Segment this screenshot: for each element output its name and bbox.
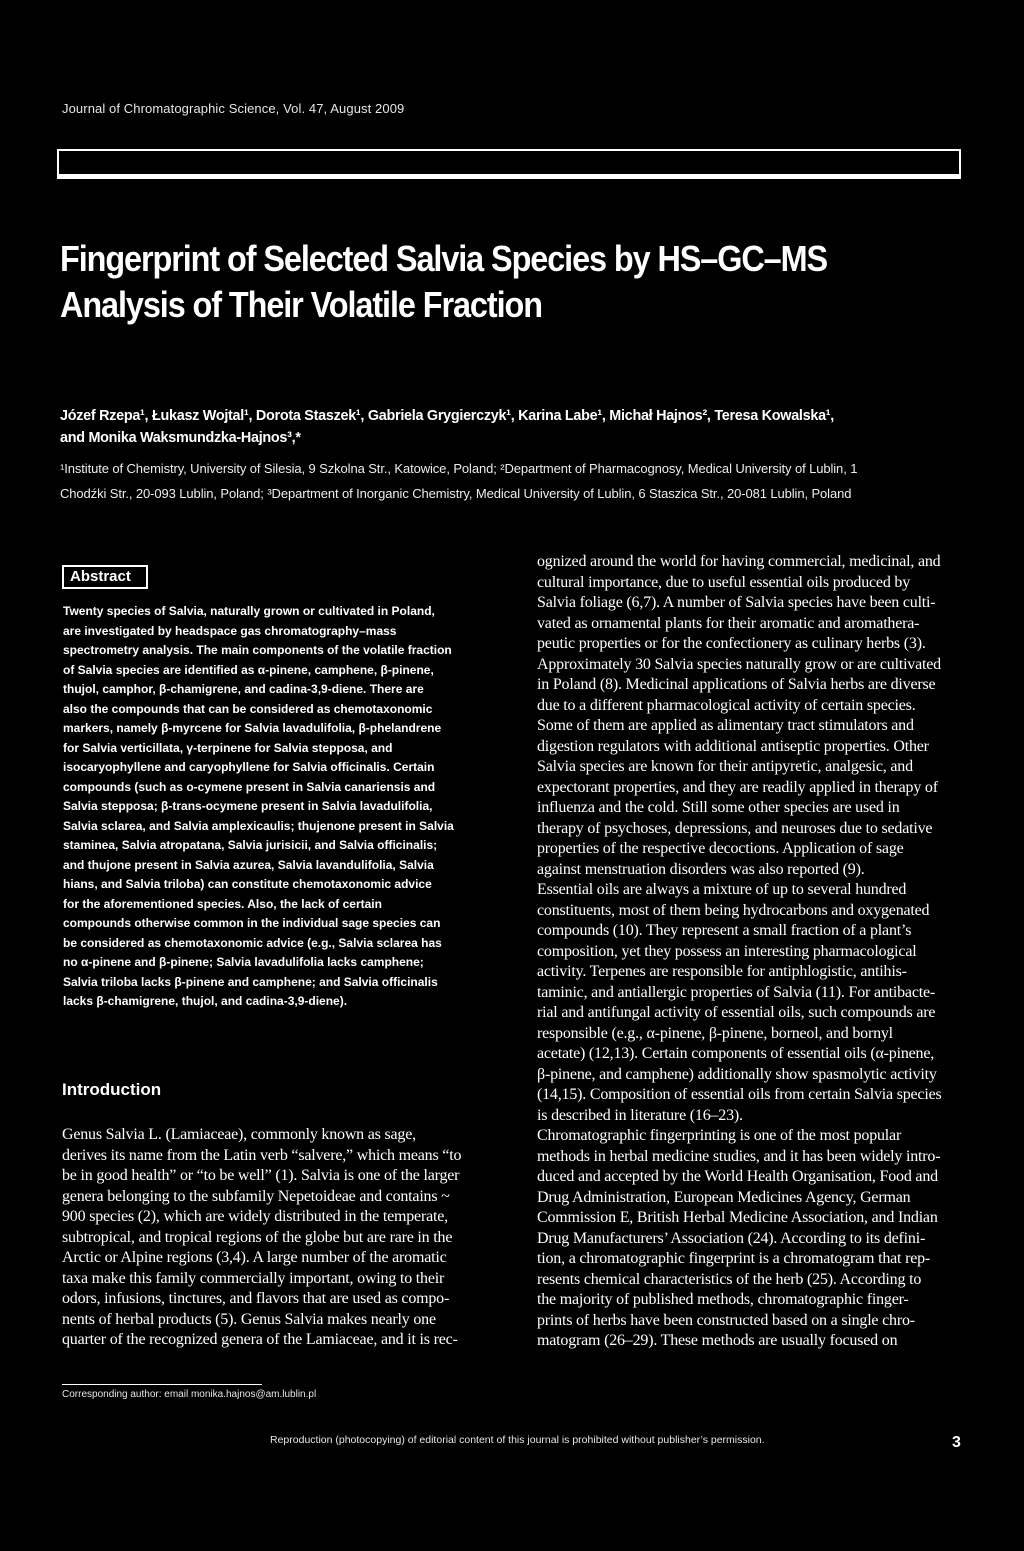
introduction-line: Arctic or Alpine regions (3,4). A large number of the aromatic xyxy=(62,1249,447,1266)
body-line: responsible (e.g., α-pinene, β-pinene, borneol, and bornyl xyxy=(537,1024,893,1042)
abstract-line: compounds otherwise common in the individual sage species can xyxy=(63,916,441,930)
abstract-line: of Salvia species are identified as α-pinene, camphene, β-pinene, xyxy=(63,662,434,677)
abstract-line: and thujone present in Salvia azurea, Salvia lavandulifolia, Salvia xyxy=(63,857,434,872)
abstract-line: Salvia stepposa; β-trans-ocymene present in Salvia lavadulifolia, xyxy=(63,799,433,813)
reproduction-notice: Reproduction (photocopying) of editorial content of this journal is prohibited without publisher’s permission. xyxy=(270,1434,765,1446)
abstract-line: Twenty species of Salvia, naturally grown or cultivated in Poland, xyxy=(63,604,435,618)
body-line: Approximately 30 Salvia species naturally grow or are cultivated xyxy=(537,655,941,673)
page-number: 3 xyxy=(952,1434,961,1451)
body-line: resents chemical characteristics of the herb (25). According to xyxy=(537,1270,922,1288)
abstract-line: no α-pinene and β-pinene; Salvia lavadulifolia lacks camphene; xyxy=(63,955,424,969)
abstract-line: hians, and Salvia triloba) can constitute chemotaxonomic advice xyxy=(63,877,432,891)
abstract-line: spectrometry analysis. The main components of the volatile fraction xyxy=(63,643,452,657)
introduction-text xyxy=(62,1125,502,1351)
body-line: properties of the respective decoctions. Application of sage xyxy=(537,840,904,857)
body-line: Drug Administration, European Medicines Agency, German xyxy=(537,1188,911,1206)
body-line: against menstruation disorders was also reported (9). xyxy=(537,860,865,878)
journal-header: Journal of Chromatographic Science, Vol. 47, August 2009 xyxy=(62,101,405,116)
abstract-line: for Salvia verticillata, γ-terpinene for Salvia stepposa, and xyxy=(63,740,393,755)
body-line: therapy of psychoses, depressions, and neuroses due to sedative xyxy=(537,819,933,837)
introduction-line: 900 species (2), which are widely distributed in the temperate, xyxy=(62,1208,448,1225)
body-line: duced and accepted by the World Health Organisation, Food and xyxy=(537,1168,938,1185)
body-line: β-pinene, and camphene) additionally show spasmolytic activity xyxy=(537,1065,937,1083)
article-title xyxy=(60,236,888,328)
abstract-line: compounds (such as o-cymene present in Salvia canariensis and xyxy=(63,779,436,794)
body-line: rial and antifungal activity of essential oils, such compounds are xyxy=(537,1004,936,1021)
right-column-text xyxy=(537,552,967,1352)
body-line: cultural importance, due to useful essential oils produced by xyxy=(537,573,911,591)
body-line: prints of herbs have been constructed based on a single chro- xyxy=(537,1311,915,1329)
body-line: constituents, most of them being hydrocarbons and oxygenated xyxy=(537,901,930,919)
abstract-line: Salvia sclarea, and Salvia amplexicaulis; thujenone present in Salvia xyxy=(63,818,454,833)
affiliation-line: ¹Institute of Chemistry, University of Silesia, 9 Szkolna Str., Katowice, Poland; ²Department of Pharmacognosy, Medical University of Lublin, 1 xyxy=(60,461,858,476)
body-line: compounds (10). They represent a small fraction of a plant’s xyxy=(537,922,912,939)
abstract-line: lacks β-chamigrene, thujol, and cadina-3,9-diene). xyxy=(63,994,348,1008)
title-rule-box xyxy=(57,149,961,179)
body-line: Salvia species are known for their antipyretic, analgesic, and xyxy=(537,758,913,775)
introduction-line: odors, infusions, tinctures, and flavors that are used as compo- xyxy=(62,1290,450,1307)
body-line: Commission E, British Herbal Medicine Association, and Indian xyxy=(537,1209,938,1226)
title-line: Analysis of Their Volatile Fraction xyxy=(60,284,542,325)
body-line: Essential oils are always a mixture of up to several hundred xyxy=(537,881,907,898)
body-line: Chromatographic fingerprinting is one of the most popular xyxy=(537,1127,902,1144)
body-line: ognized around the world for having commercial, medicinal, and xyxy=(537,553,941,570)
introduction-line: derives its name from the Latin verb “salvere,” which means “to xyxy=(62,1146,462,1164)
author-line: Józef Rzepa¹, Łukasz Wojtal¹, Dorota Staszek¹, Gabriela Grygierczyk¹, Karina Labe¹, Michał Hajnos², Teresa Kowalska¹, xyxy=(60,407,835,424)
corresponding-author-footnote: Corresponding author: email monika.hajnos@am.lublin.pl xyxy=(62,1389,317,1400)
body-line: Some of them are applied as alimentary tract stimulators and xyxy=(537,717,914,734)
body-line: Salvia foliage (6,7). A number of Salvia species have been culti- xyxy=(537,594,936,611)
abstract-line: Salvia triloba lacks β-pinene and camphene; and Salvia officinalis xyxy=(63,974,438,989)
body-line: acetate) (12,13). Certain components of essential oils (α-pinene, xyxy=(537,1045,935,1062)
body-line: peutic properties or for the confectionery as culinary herbs (3). xyxy=(537,635,926,652)
author-line: and Monika Waksmundzka-Hajnos³,* xyxy=(60,429,301,446)
abstract-line: thujol, camphor, β-chamigrene, and cadina-3,9-diene. There are xyxy=(63,682,424,696)
introduction-line: be in good health” or “to be well” (1). Salvia is one of the larger xyxy=(62,1167,460,1184)
body-line: composition, yet they possess an interesting pharmacological xyxy=(537,942,917,960)
body-line: digestion regulators with additional antiseptic properties. Other xyxy=(537,737,929,755)
introduction-line: subtropical, and tropical regions of the globe but are rare in the xyxy=(62,1228,453,1246)
introduction-line: Genus Salvia L. (Lamiaceae), commonly known as sage, xyxy=(62,1126,416,1143)
abstract-line: are investigated by headspace gas chromatography–mass xyxy=(63,623,397,638)
body-line: in Poland (8). Medicinal applications of Salvia herbs are diverse xyxy=(537,676,936,693)
abstract-heading: Abstract xyxy=(70,568,131,585)
body-line: matogram (26–29). These methods are usually focused on xyxy=(537,1332,898,1349)
body-line: influenza and the cold. Still some other species are used in xyxy=(537,799,900,816)
abstract-line: also the compounds that can be considered as chemotaxonomic xyxy=(63,701,433,716)
body-line: the majority of published methods, chromatographic finger- xyxy=(537,1291,909,1308)
body-line: methods in herbal medicine studies, and it has been widely intro- xyxy=(537,1147,941,1165)
abstract-line: isocaryophyllene and caryophyllene for Salvia officinalis. Certain xyxy=(63,760,435,774)
body-line: Drug Manufacturers’ Association (24). According to its defini- xyxy=(537,1229,926,1247)
abstract-line: staminea, Salvia atropatana, Salvia jurisicii, and Salvia officinalis; xyxy=(63,838,438,852)
body-line: taminic, and antiallergic properties of Salvia (11). For antibacte- xyxy=(537,983,936,1001)
body-line: expectorant properties, and they are readily applied in therapy of xyxy=(537,778,938,796)
author-list xyxy=(60,405,982,449)
body-line: due to a different pharmacological activity of certain species. xyxy=(537,696,916,714)
body-line: is described in literature (16–23). xyxy=(537,1106,743,1124)
abstract-line: for the aforementioned species. Also, the lack of certain xyxy=(63,896,382,911)
introduction-line: taxa make this family commercially important, owing to their xyxy=(62,1269,445,1287)
introduction-heading: Introduction xyxy=(62,1080,162,1099)
introduction-line: genera belonging to the subfamily Nepetoideae and contains ~ xyxy=(62,1187,450,1205)
introduction-line: quarter of the recognized genera of the Lamiaceae, and it is rec- xyxy=(62,1331,458,1348)
footnote-divider xyxy=(62,1384,262,1385)
body-line: activity. Terpenes are responsible for antiphlogistic, antihis- xyxy=(537,963,907,980)
abstract-line: markers, namely β-myrcene for Salvia lavadulifolia, β-phelandrene xyxy=(63,721,442,735)
abstract-text xyxy=(63,602,493,1012)
title-line: Fingerprint of Selected Salvia Species by HS–GC–MS xyxy=(60,238,828,279)
affiliation-line: Chodźki Str., 20-093 Lublin, Poland; ³Department of Inorganic Chemistry, Medical University of Lublin, 6 Staszica Str., 20-081 Lublin, Poland xyxy=(60,486,852,501)
body-line: tion, a chromatographic fingerprint is a chromatogram that rep- xyxy=(537,1250,931,1267)
introduction-line: nents of herbal products (5). Genus Salvia makes nearly one xyxy=(62,1310,436,1328)
body-line: (14,15). Composition of essential oils from certain Salvia species xyxy=(537,1086,942,1103)
affiliations xyxy=(60,456,1020,506)
abstract-line: be considered as chemotaxonomic advice (e.g., Salvia sclarea has xyxy=(63,935,442,950)
body-line: vated as ornamental plants for their aromatic and aromathera- xyxy=(537,614,920,632)
